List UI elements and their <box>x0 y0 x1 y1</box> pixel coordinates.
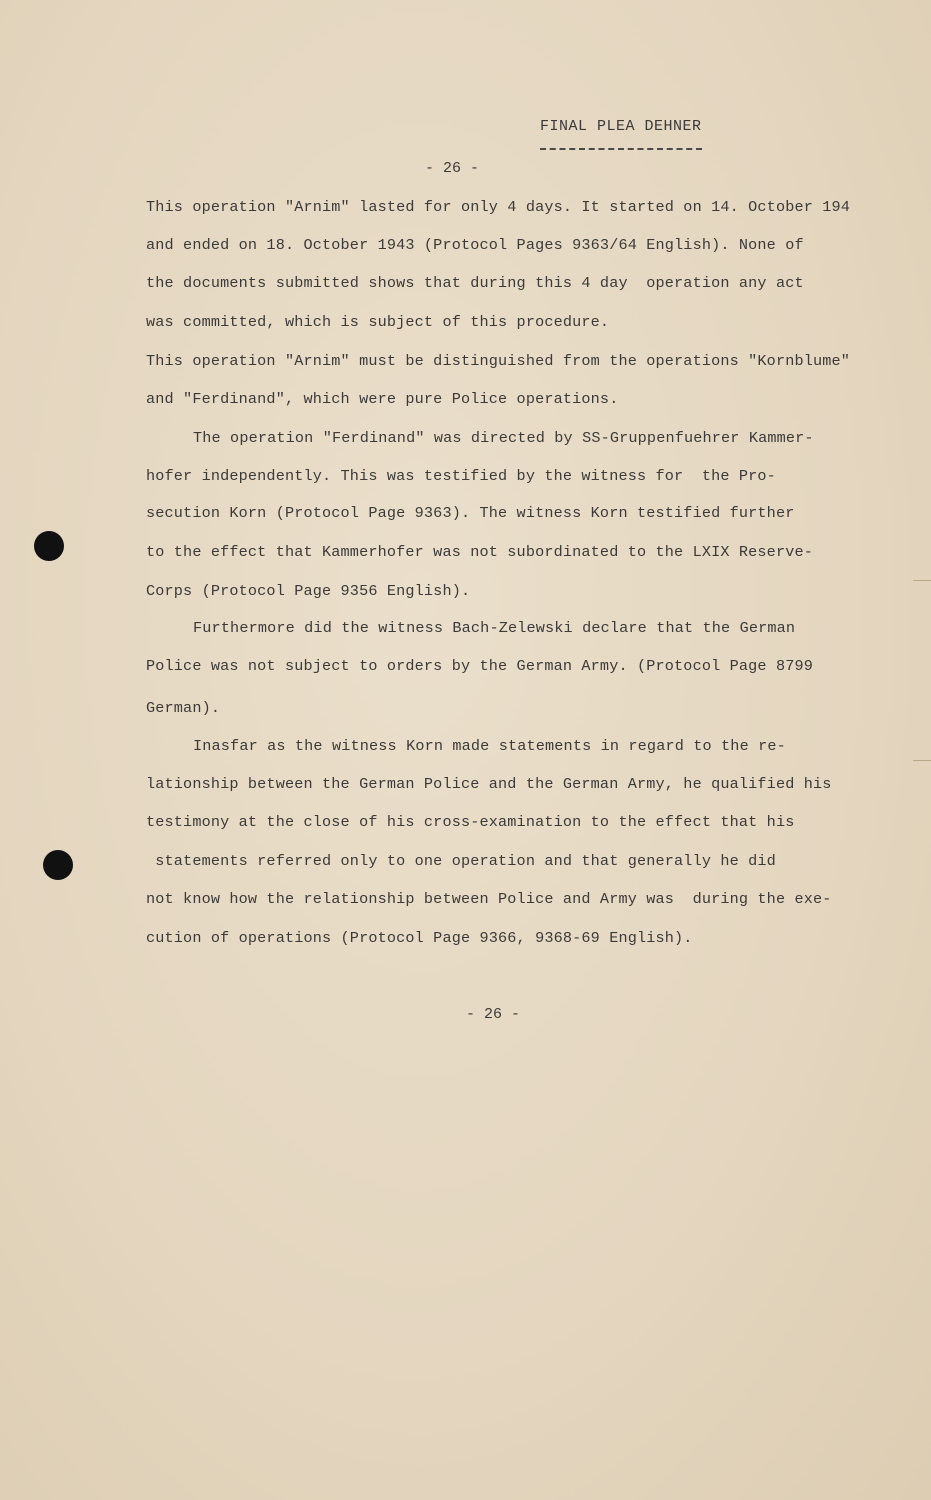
header-underline <box>540 148 702 150</box>
text-line: was committed, which is subject of this procedure. <box>146 313 610 331</box>
text-line: the documents submitted shows that during this 4 day operation any act <box>146 274 804 292</box>
text-line: Furthermore did the witness Bach-Zelewski declare that the German <box>193 619 796 637</box>
text-line: Corps (Protocol Page 9356 English). <box>146 582 471 600</box>
text-line: This operation "Arnim" lasted for only 4 days. It started on 14. October 194 <box>146 198 851 216</box>
edge-mark <box>913 760 931 761</box>
text-line: to the effect that Kammerhofer was not subordinated to the LXIX Reserve- <box>146 543 814 561</box>
edge-mark <box>913 580 931 581</box>
text-line: The operation "Ferdinand" was directed by SS-Gruppenfuehrer Kammer- <box>193 429 814 447</box>
text-line: German). <box>146 699 221 717</box>
text-line: and ended on 18. October 1943 (Protocol Pages 9363/64 English). None of <box>146 236 804 254</box>
text-line: not know how the relationship between Police and Army was during the exe- <box>146 890 832 908</box>
text-line: statements referred only to one operation and that generally he did <box>146 852 776 870</box>
text-line: cution of operations (Protocol Page 9366, 9368-69 English). <box>146 929 693 947</box>
text-line: secution Korn (Protocol Page 9363). The witness Korn testified further <box>146 504 795 522</box>
text-line: Police was not subject to orders by the German Army. (Protocol Page 8799 <box>146 657 814 675</box>
text-line: hofer independently. This was testified by the witness for the Pro- <box>146 467 776 485</box>
page-number-top: - 26 - <box>425 160 480 177</box>
text-line: testimony at the close of his cross-examination to the effect that his <box>146 813 795 831</box>
page-number-bottom: - 26 - <box>466 1006 521 1023</box>
text-line: and "Ferdinand", which were pure Police operations. <box>146 390 619 408</box>
text-line: Inasfar as the witness Korn made statements in regard to the re- <box>193 737 786 755</box>
text-line: This operation "Arnim" must be distinguished from the operations "Kornblume" <box>146 352 851 370</box>
document-header: FINAL PLEA DEHNER <box>540 118 702 135</box>
text-line: lationship between the German Police and the German Army, he qualified his <box>146 775 832 793</box>
punch-hole <box>34 531 64 561</box>
punch-hole <box>43 850 73 880</box>
